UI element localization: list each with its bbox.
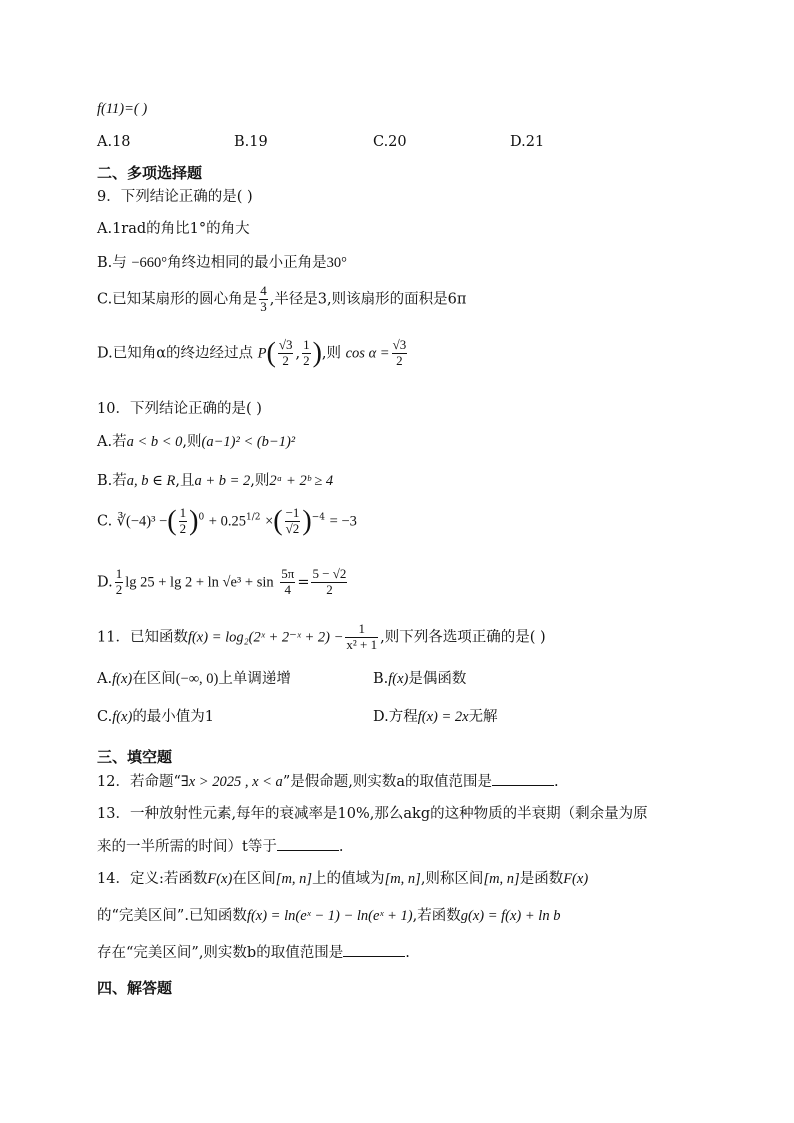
q11-frac: [345, 622, 378, 653]
q10-c-label: C.: [97, 513, 113, 530]
q14-answer-blank[interactable]: [343, 944, 405, 957]
q10-stem: 10．下列结论正确的是( ): [97, 401, 262, 417]
q10-b-then: ,则: [250, 473, 270, 489]
q11-stem-pre: 11．已知函数: [97, 629, 188, 646]
q13-line1: 13．一种放射性元素,每年的衰减率是10%,那么akg的这种物质的半衰期（剩余量为原: [97, 806, 648, 822]
q10-option-b: [97, 472, 333, 490]
q12-end: .: [553, 774, 559, 790]
q10-b-cond: a, b ∈ R: [126, 473, 176, 489]
q14-l2-mid: ,若函数: [412, 908, 461, 924]
q9-b-mid: 角终边相同的最小正角是: [167, 255, 327, 271]
q9-c-pre: C.已知某扇形的圆心角是: [97, 291, 258, 308]
section-3-title: 三、填空题: [97, 748, 173, 766]
q8-stem: f(11)=( ): [97, 101, 148, 117]
q10-c-expr1: ∛(−4)³ −: [116, 513, 168, 530]
q10-b-cond2: a + b = 2: [194, 473, 251, 489]
q10-a-cond: a < b < 0: [126, 434, 183, 450]
q14-line1: [97, 870, 588, 888]
q9-b-ans: 30°: [326, 255, 347, 271]
section-2-title: 二、多项选择题: [97, 164, 203, 182]
q9-d-cos: cos α =: [345, 345, 390, 362]
q9-d-x-den: 2: [282, 352, 289, 368]
q9-option-c: [97, 284, 466, 315]
q12-answer-blank[interactable]: [492, 773, 554, 786]
q9-option-d: D.已知角α的终边经过点 P( $\frac{√3}{2}$ , $\frac{1}{2}$ ),则 cos α = $\frac{√3}{2}$: [97, 337, 407, 369]
q11-a-mid: 在区间: [132, 671, 176, 687]
q14-end: .: [405, 945, 410, 961]
q8-option-d: D.21: [510, 134, 545, 150]
q14-l2-g: g(x) = f(x) + ln b: [460, 908, 561, 924]
q9-c-num: 4: [260, 283, 267, 298]
q10-d-res-den: 2: [326, 581, 333, 597]
q10-c-frac2: $\frac{-1}{√2}$: [285, 505, 300, 536]
q11-a-post: 上单调递增: [218, 671, 291, 687]
q9-d-ans-den: 2: [396, 352, 403, 368]
q9-c-den: 3: [260, 298, 267, 314]
q10-b-mid: ,且: [175, 473, 195, 489]
q9-option-a: A.1rad的角比1°的角大: [97, 221, 250, 237]
q10-c-res: = −3: [329, 513, 357, 530]
q9-d-x: [278, 338, 294, 369]
q11-option-a: [97, 670, 291, 688]
q11-frac-num: 1: [345, 622, 378, 638]
q11-option-d: [373, 708, 498, 726]
q10-c-exp: 1/2: [245, 512, 261, 523]
q14-line3: [97, 944, 410, 962]
q10-b-pre: B.若: [97, 473, 127, 489]
q10-b-expr: 2ᵃ + 2ᵇ ≥ 4: [269, 473, 334, 489]
q10-d-half-den: 2: [115, 581, 123, 597]
q9-d-ans-num: √3: [392, 337, 407, 352]
q11-c-func: f(x): [112, 709, 133, 725]
q9-d-y: [302, 338, 311, 369]
q11-a-func: f(x): [112, 671, 133, 687]
q11-c-post: 的最小值为1: [132, 709, 215, 725]
q13-answer-blank[interactable]: [277, 838, 339, 851]
q10-option-c: C. ∛(−4)³ −( $\frac{1}{2}$ )$^0 + 0.25^{1/2}$ ×( $\frac{-1}{√2}$ )$^{-4}$ = −3: [97, 505, 357, 537]
q10-d-res: [311, 567, 347, 598]
q9-d-ans: [392, 338, 408, 369]
q10-option-a: [97, 433, 295, 451]
q10-d-sin-num: 5π: [281, 566, 295, 581]
q14-l1-mid2: 上的值域为: [312, 871, 385, 887]
q9-option-b: [97, 254, 347, 272]
q12-line: [97, 773, 559, 791]
q9-c-post: ,半径是3,则该扇形的面积是6π: [269, 291, 467, 308]
q11-d-eq: f(x) = 2x: [417, 709, 469, 725]
q10-c-half: $\frac{1}{2}$: [179, 505, 187, 536]
q9-b-val: −660°: [131, 255, 168, 271]
q14-l3-pre: 存在“完美区间”,则实数b的取值范围是: [97, 945, 344, 961]
q14-l2-pre: 的“完美区间”.已知函数: [97, 908, 247, 924]
q14-l2-f: f(x) = ln(eˣ − 1) − ln(eˣ + 1): [246, 908, 413, 924]
q10-c-expr3: ×: [265, 513, 274, 530]
q10-d-sin-den: 4: [284, 581, 292, 597]
q10-c-expr2: + 0.25: [208, 513, 246, 530]
q10-a-then: ,则: [182, 434, 202, 450]
q14-l1-mid3: ,则称区间: [420, 871, 484, 887]
q11-frac-den: x² + 1: [346, 636, 378, 652]
q9-d-mid: ,则: [321, 345, 341, 362]
q14-l1-F: F(x): [207, 871, 233, 887]
q10-d-expr: lg 25 + lg 2 + ln √e³ + sin: [125, 574, 274, 591]
q11-b-label: B.: [373, 671, 389, 687]
q14-l1-F2: F(x): [563, 871, 589, 887]
q9-b-pre: B.与: [97, 255, 132, 271]
q10-d-label: D.: [97, 574, 113, 591]
q9-d-y-num: 1: [303, 337, 310, 352]
q14-l1-int: [m, n]: [275, 871, 313, 887]
q11-d-label: D.方程: [373, 709, 418, 725]
q11-stem: [97, 622, 546, 653]
q9-d-x-num: √3: [278, 337, 293, 352]
q10-d-eq: =: [297, 574, 310, 591]
q11-d-post: 无解: [468, 709, 498, 725]
q11-a-int: (−∞, 0): [175, 671, 219, 687]
q11-option-b: [373, 670, 466, 688]
q10-a-expr: (a−1)² < (b−1)²: [201, 434, 296, 450]
q9-d-point: P: [257, 345, 267, 362]
q8-option-a: A.18: [97, 134, 131, 150]
q10-option-d: [97, 567, 349, 598]
q11-c-label: C.: [97, 709, 113, 725]
q9-c-fraction: [259, 284, 268, 315]
q8-option-b: B.19: [234, 134, 268, 150]
q13-line2-text: 来的一半所需的时间）t等于: [97, 839, 277, 855]
q8-option-c: C.20: [373, 134, 407, 150]
q14-l1-int2: [m, n]: [384, 871, 421, 887]
q14-l1-mid: 在区间: [232, 871, 276, 887]
section-4-title: 四、解答题: [97, 979, 173, 997]
q14-line2: [97, 907, 560, 925]
q11-b-func: f(x): [388, 671, 409, 687]
q9-d-y-den: 2: [303, 352, 310, 368]
q13-end: .: [338, 839, 344, 855]
q13-line2: [97, 838, 343, 856]
q14-l1-int3: [m, n]: [483, 871, 520, 887]
q14-l1-pre: 14．定义:若函数: [97, 871, 208, 887]
q11-b-post: 是偶函数: [408, 671, 467, 687]
q10-d-half-num: 1: [115, 566, 123, 581]
q11-a-label: A.: [97, 671, 113, 687]
q9-d-pre: D.已知角α的终边经过点: [97, 345, 254, 362]
q10-a-pre: A.若: [97, 434, 127, 450]
q11-stem-func: f(x) = log₂(2ˣ + 2⁻ˣ + 2) −: [187, 629, 344, 646]
q14-l1-mid4: 是函数: [519, 871, 564, 887]
q10-d-res-num: 5 − √2: [312, 566, 347, 581]
q12-prop: ∃x > 2025 , x < a: [180, 774, 283, 790]
q12-pre: 12．若命题“: [97, 774, 181, 790]
q11-stem-post: ,则下列各选项正确的是( ): [380, 629, 546, 646]
q11-option-c: [97, 708, 214, 726]
q12-post: ”是假命题,则实数a的取值范围是: [282, 774, 492, 790]
q9-stem: 9．下列结论正确的是( ): [97, 189, 253, 205]
q10-d-sin-frac: [280, 567, 295, 598]
q10-d-half: [115, 567, 124, 598]
